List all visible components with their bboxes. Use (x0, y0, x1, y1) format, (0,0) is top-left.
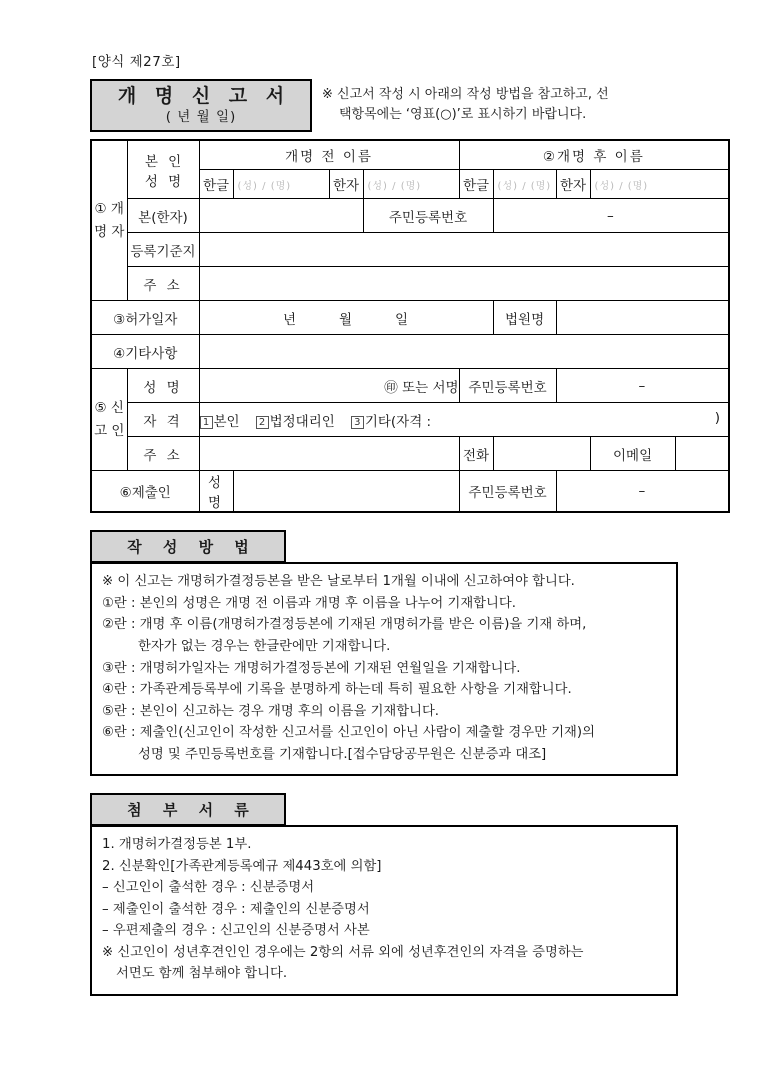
how-to-line: ③란 : 개명허가일자는 개명허가결정등본에 기재된 연월일을 기재합니다. (102, 660, 521, 676)
declarant-name-field[interactable] (199, 369, 459, 403)
seal-or-signature-label: ㊞ 또는 서명 (384, 379, 459, 396)
attachment-line: 1. 개명허가결정등본 1부. (102, 837, 252, 853)
after-hangul-label: 한글 (459, 170, 493, 199)
phone-field[interactable] (493, 437, 590, 471)
table-row-submitter (91, 471, 729, 513)
court-label: 법원명 (493, 301, 556, 335)
registry-base-label: 등록기준지 (127, 233, 199, 267)
permit-month-label: 월 (338, 311, 354, 328)
declarant-address-field[interactable] (199, 437, 459, 471)
qualification-label: 자 격 (127, 403, 199, 437)
before-hanja-hint: (성) / (명) (367, 180, 422, 192)
page-title: 개 명 신 고 서 (117, 85, 291, 107)
table-row-declarant-name (91, 369, 729, 403)
permit-day-label: 일 (394, 311, 410, 328)
how-to-line: ②란 : 개명 후 이름(개명허가결정등본에 기재된 개명허가를 받은 이름)을 기재 하며, (102, 617, 587, 633)
declarant-address-label: 주 소 (127, 437, 199, 471)
table-row-permit-date (91, 301, 729, 335)
etc-field[interactable] (199, 335, 729, 369)
attachment-line: – 제출인이 출석한 경우 : 제출인의 신분증명서 (102, 901, 370, 917)
after-hangul-field[interactable] (493, 170, 556, 199)
registry-base-field[interactable] (199, 233, 729, 267)
form-number: [양식 제27호] (92, 54, 181, 70)
own-name-label: 본 인 성 명 (127, 140, 199, 199)
attachment-line: 2. 신분확인[가족관계등록예규 제443호에 의함] (102, 858, 382, 874)
qual-option-2-checkbox[interactable]: 2 (256, 416, 269, 429)
attachment-line: – 우편제출의 경우 : 신고인의 신분증명서 사본 (102, 923, 370, 939)
qual-option-1-label: 본인 (213, 413, 240, 430)
phone-label: 전화 (459, 437, 493, 471)
title-date-line: ( 년 월 일) (165, 108, 237, 125)
qual-option-3-label: 기타(자격 : (364, 413, 432, 430)
table-row-etc (91, 335, 729, 369)
table-row-declarant-contact (91, 437, 729, 471)
title-note-line-2: 택항목에는 ‘영표(○)’로 표시하기 바랍니다. (339, 107, 587, 123)
attachments-section-body (90, 825, 678, 996)
attachment-line: 서면도 함께 첨부해야 합니다. (116, 966, 288, 982)
before-hangul-hint: (성) / (명) (237, 180, 292, 192)
before-hanja-label: 한자 (329, 170, 363, 199)
form-title-box (90, 79, 312, 132)
attachments-section-heading: 첨 부 서 류 (90, 793, 286, 826)
how-to-line: ⑥란 : 제출인(신고인이 작성한 신고서를 신고인이 아닌 사람이 제출할 경우만 기재)의 (102, 725, 595, 741)
address-field[interactable] (199, 267, 729, 301)
permit-date-field[interactable] (199, 301, 493, 335)
how-to-section-body (90, 562, 678, 776)
title-note-line-1: ※ 신고서 작성 시 아래의 작성 방법을 참고하고, 선 (322, 87, 609, 102)
declarant-rrn-field[interactable]: – (556, 369, 729, 403)
permit-date-label: ③허가일자 (91, 301, 199, 335)
how-to-section-heading: 작 성 방 법 (90, 530, 286, 563)
after-hanja-label: 한자 (556, 170, 590, 199)
after-hanja-hint: (성) / (명) (594, 180, 649, 192)
before-hangul-field[interactable] (233, 170, 329, 199)
table-row-bon-rrn (91, 199, 729, 233)
name-before-header: 개명 전 이름 (199, 140, 459, 170)
submitter-rrn-label: 주민등록번호 (459, 471, 556, 513)
how-to-line: ④란 : 가족관계등록부에 기록을 분명하게 하는데 특히 필요한 사항을 기재합니다. (102, 682, 572, 698)
table-row-address (91, 267, 729, 301)
qual-option-3-checkbox[interactable]: 3 (351, 416, 364, 429)
how-to-line: ①란 : 본인의 성명은 개명 전 이름과 개명 후 이름을 나누어 기재합니다. (102, 595, 516, 611)
title-instruction-note (312, 79, 678, 132)
qualification-options[interactable] (199, 403, 729, 437)
submitter-name-label: 성 명 (199, 471, 233, 513)
submitter-name-field[interactable] (233, 471, 459, 513)
main-form-table (90, 139, 730, 513)
section-5-vertical-label: ⑤ 신 고 인 (91, 369, 127, 471)
after-hanja-field[interactable] (590, 170, 729, 199)
before-hangul-label: 한글 (199, 170, 233, 199)
submitter-rrn-field[interactable]: – (556, 471, 729, 513)
attachment-line: – 신고인이 출석한 경우 : 신분증명서 (102, 880, 315, 896)
rrn-label: 주민등록번호 (363, 199, 493, 233)
attachment-line: ※ 신고인이 성년후견인인 경우에는 2항의 서류 외에 성년후견인의 자격을 증명하는 (102, 944, 584, 960)
name-after-header: ②개명 후 이름 (459, 140, 729, 170)
etc-label: ④기타사항 (91, 335, 199, 369)
how-to-line: 한자가 없는 경우는 한글란에만 기재합니다. (138, 638, 391, 654)
section-1-vertical-label: ① 개 명 자 (91, 140, 127, 301)
before-hanja-field[interactable] (363, 170, 459, 199)
table-row-registry-base (91, 233, 729, 267)
email-field[interactable] (675, 437, 729, 471)
how-to-line: ⑤란 : 본인이 신고하는 경우 개명 후의 이름을 기재합니다. (102, 703, 440, 719)
submitter-label: ⑥제출인 (91, 471, 199, 513)
declarant-name-label: 성 명 (127, 369, 199, 403)
bon-field[interactable] (199, 199, 363, 233)
email-label: 이메일 (590, 437, 675, 471)
how-to-line: ※ 이 신고는 개명허가결정등본을 받은 날로부터 1개월 이내에 신고하여야 합니다. (102, 574, 575, 590)
after-hangul-hint: (성) / (명) (497, 180, 552, 192)
qual-option-3-close-paren: ) (714, 409, 721, 426)
declarant-rrn-label: 주민등록번호 (459, 369, 556, 403)
title-row (90, 79, 678, 132)
how-to-line: 성명 및 주민등록번호를 기재합니다.[접수담당공무원은 신분증과 대조] (138, 746, 547, 762)
table-row-name-header (91, 140, 729, 170)
qual-option-1-checkbox[interactable]: 1 (200, 416, 213, 429)
rrn-field[interactable]: – (493, 199, 729, 233)
address-label: 주 소 (127, 267, 199, 301)
permit-year-label: 년 (282, 311, 298, 328)
qual-option-2-label: 법정대리인 (269, 413, 335, 430)
table-row-qualification (91, 403, 729, 437)
court-field[interactable] (556, 301, 729, 335)
bon-label: 본(한자) (127, 199, 199, 233)
